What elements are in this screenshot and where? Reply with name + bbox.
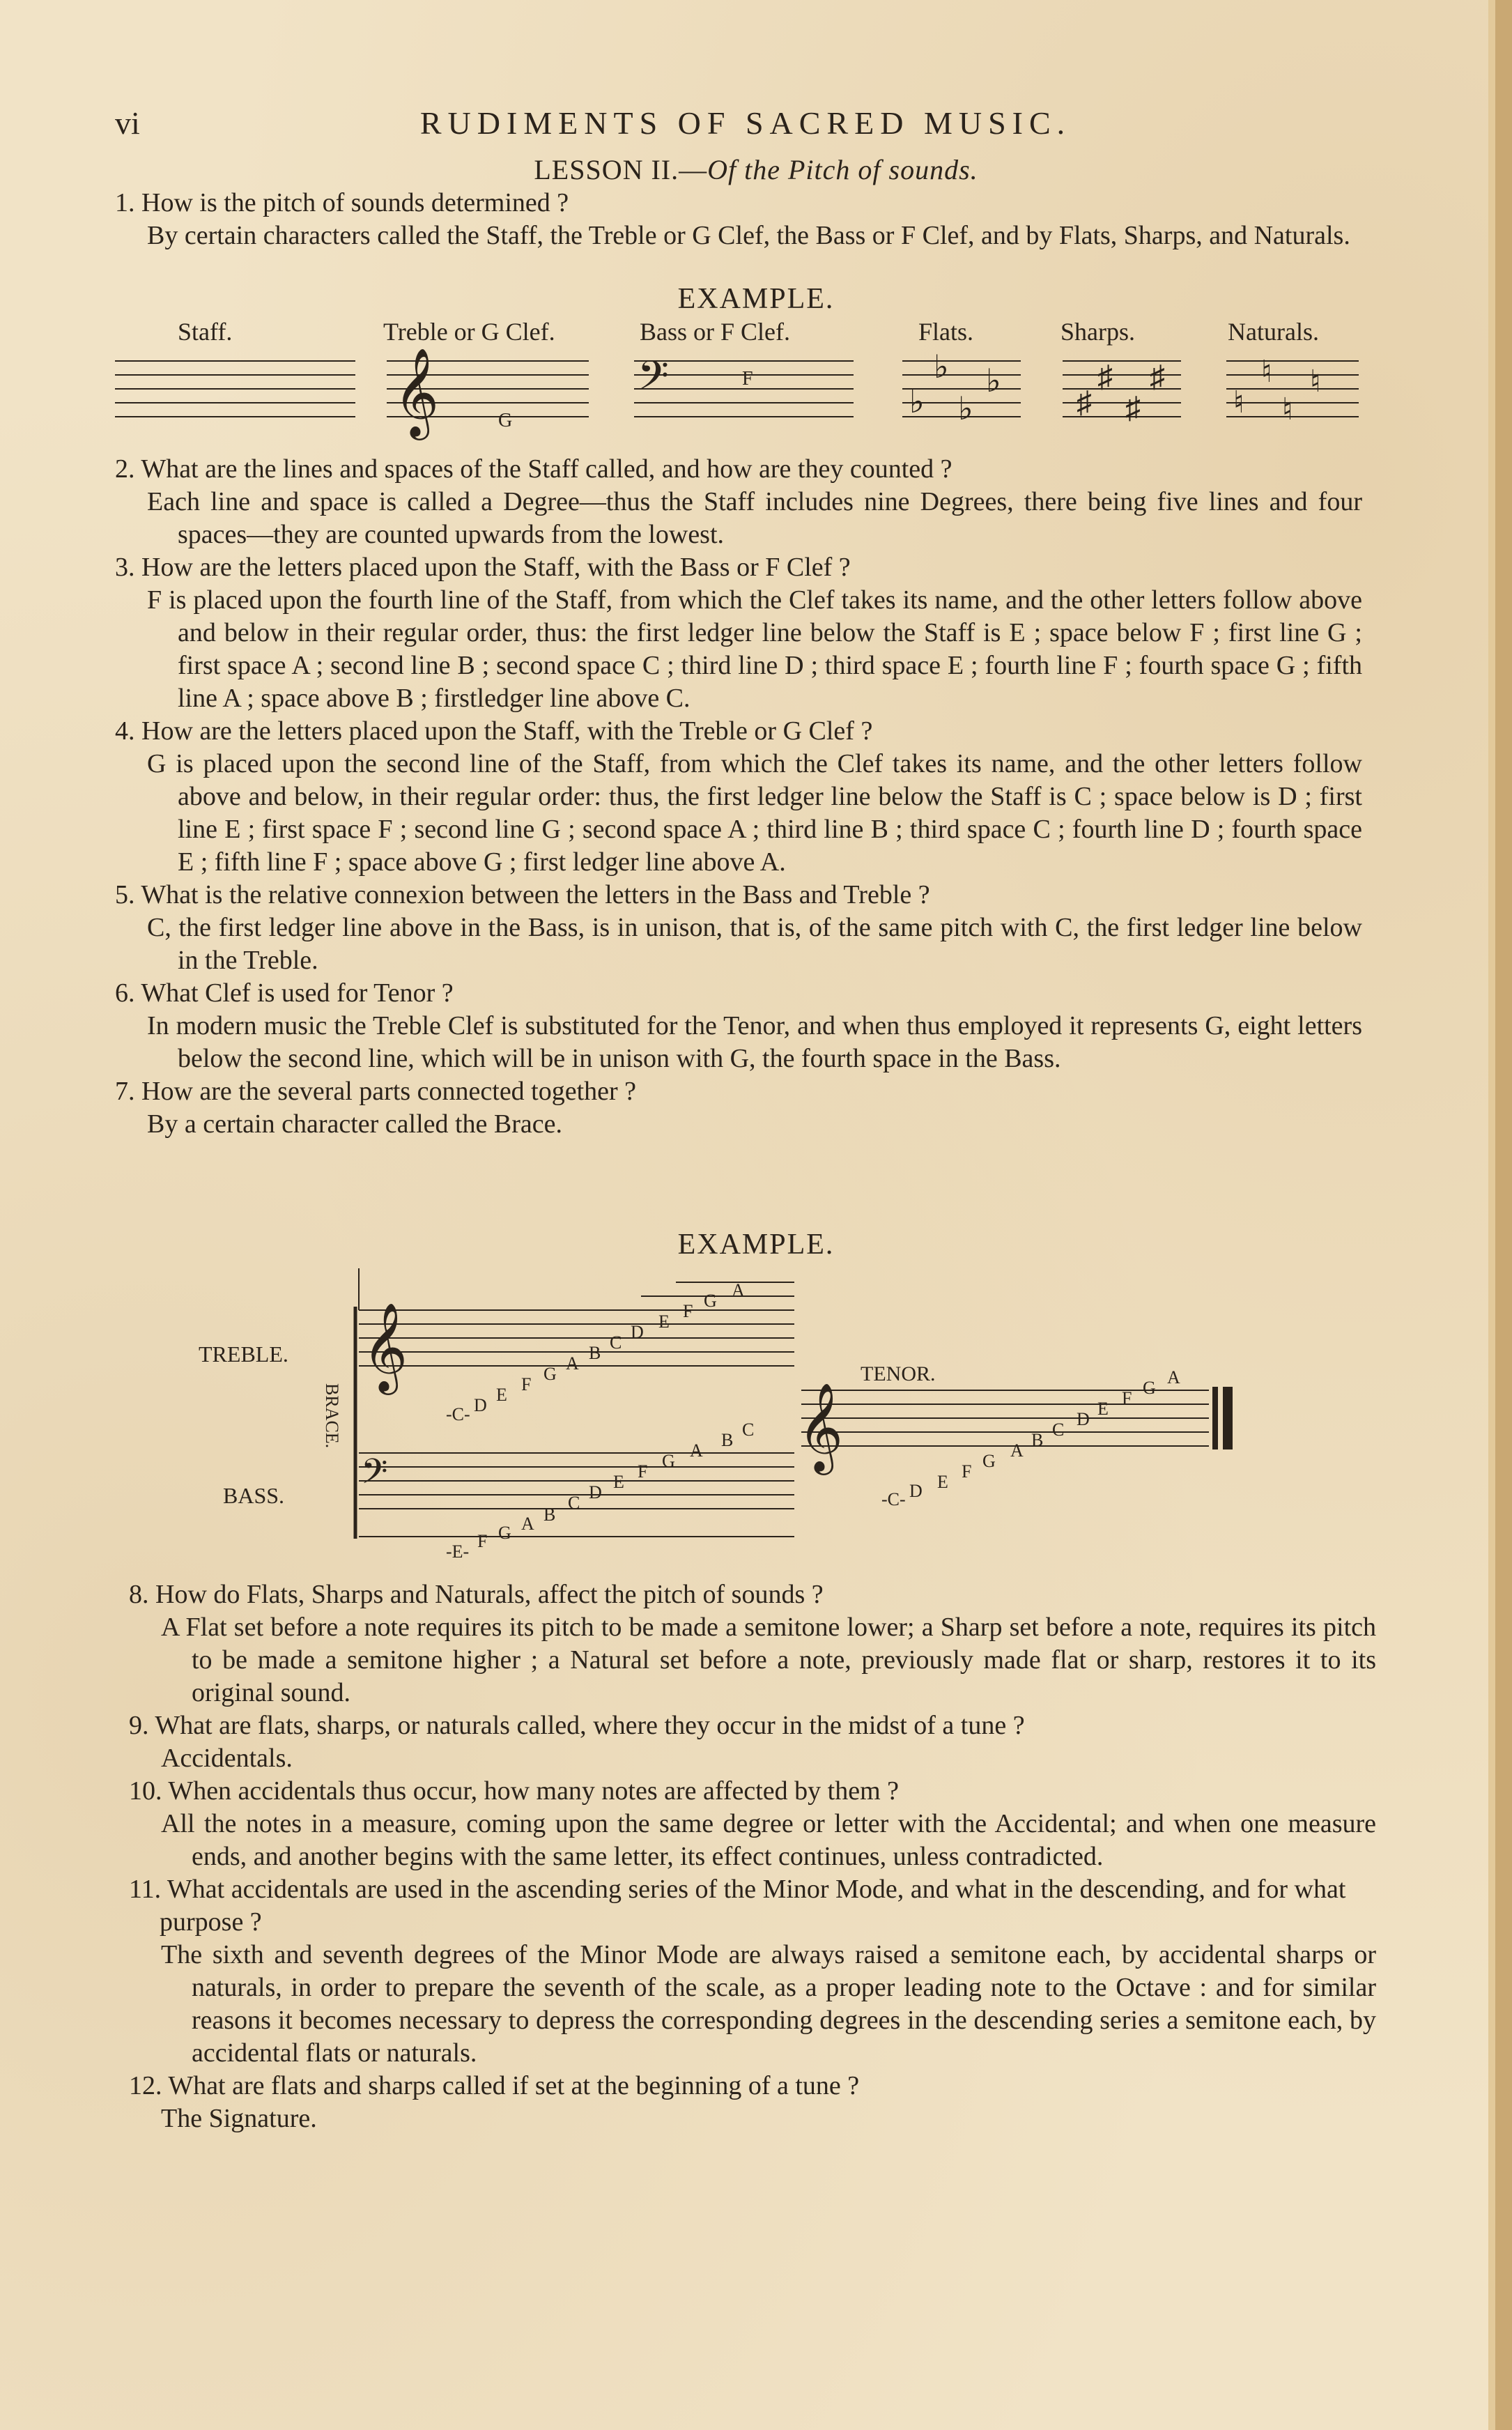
label-sharps: Sharps. — [1060, 318, 1135, 346]
natural-icon: ♮ — [1261, 355, 1272, 389]
svg-text:G: G — [662, 1451, 675, 1471]
question-6-number: 6. — [115, 978, 135, 1008]
label-bass: BASS. — [223, 1483, 285, 1508]
question-6-question: What Clef is used for Tenor ? — [141, 978, 454, 1008]
svg-text:A: A — [566, 1353, 579, 1374]
label-staff: Staff. — [178, 318, 233, 346]
lesson-title — [0, 153, 1512, 186]
svg-text:D: D — [589, 1482, 602, 1502]
label-treble-clef: Treble or G Clef. — [383, 318, 555, 346]
bass-clef-icon: 𝄢 — [638, 355, 670, 408]
sharp-icon: ♯ — [1150, 360, 1165, 394]
example-1-staves — [0, 348, 1512, 467]
label-treble: TREBLE. — [199, 1341, 288, 1367]
flat-icon: ♭ — [909, 384, 925, 420]
svg-text:D: D — [631, 1322, 644, 1342]
svg-text:G: G — [498, 1523, 511, 1543]
question-1-number: 1. — [115, 188, 135, 217]
question-7-text — [115, 1075, 1362, 1108]
label-flats: Flats. — [918, 318, 974, 346]
answer-2: Each line and space is called a Degree—thus the Staff includes nine Degrees, there being five lines and four spaces—they are counted upwards from the lowest. — [147, 487, 1362, 549]
question-4-number: 4. — [115, 716, 135, 746]
question-10-question: When accidentals thus occur, how many notes are affected by them ? — [168, 1776, 900, 1806]
natural-icon: ♮ — [1282, 392, 1293, 426]
example-1-heading: EXAMPLE. — [677, 283, 835, 315]
question-9-number: 9. — [129, 1711, 149, 1740]
label-naturals: Naturals. — [1228, 318, 1319, 346]
label-brace: BRACE. — [322, 1383, 342, 1449]
question-8-question: How do Flats, Sharps and Naturals, affect the pitch of sounds ? — [155, 1580, 824, 1609]
svg-text:A: A — [521, 1514, 534, 1534]
svg-text:A: A — [1167, 1367, 1180, 1387]
example-2-heading: EXAMPLE. — [677, 1229, 835, 1261]
answer-6: In modern music the Treble Clef is substituted for the Tenor, and when thus employed it represents G, eight letters below the second line, which will be in unison with G, the fourth space in the Bass. — [147, 1011, 1362, 1073]
svg-text:G: G — [982, 1451, 996, 1471]
svg-text:C: C — [742, 1420, 755, 1440]
page-number: vi — [115, 105, 140, 141]
question-7-question: How are the several parts connected together ? — [141, 1077, 637, 1106]
tenor-staff — [801, 1390, 1209, 1446]
svg-text:E: E — [613, 1472, 624, 1492]
treble-staff — [359, 1268, 794, 1366]
answer-9: Accidentals. — [161, 1744, 293, 1773]
answer-3: F is placed upon the fourth line of the Staff, from which the Clef takes its name, and the other letters follow above and below in their regular order, thus: the first ledger line below the Staff is E ; space below F ; first line G ; first space A ; second line B ; second space C ; third line D ; third space E ; fourth line F ; fourth space G ; fifth line A ; space above B ; firstledger line above C. — [147, 585, 1362, 713]
svg-text:F: F — [962, 1461, 972, 1482]
question-11-question: What accidentals are used in the ascending series of the Minor Mode, and what in the descending, and for what purpose ? — [160, 1875, 1346, 1937]
label-tenor: TENOR. — [861, 1362, 936, 1385]
question-9-text — [129, 1709, 1376, 1742]
svg-text:B: B — [543, 1505, 556, 1525]
question-8-text — [129, 1578, 1376, 1611]
note-g: G — [498, 410, 513, 431]
lesson-subtitle: Of the Pitch of sounds. — [707, 154, 978, 185]
label-bass-clef: Bass or F Clef. — [640, 318, 790, 346]
svg-text:B: B — [589, 1343, 601, 1363]
example-2-brace — [0, 1268, 1512, 1575]
question-2-text — [115, 453, 1362, 486]
question-10-text — [129, 1775, 1376, 1808]
question-6-text — [115, 977, 1362, 1010]
flat-icon: ♭ — [934, 349, 949, 385]
question-4-text — [115, 715, 1362, 748]
answer-1: By certain characters called the Staff, the Treble or G Clef, the Bass or F Clef, and by Flats, Sharps, and Naturals. — [147, 221, 1350, 250]
question-3-question: How are the letters placed upon the Staff, with the Bass or F Clef ? — [141, 553, 851, 582]
question-3-text — [115, 551, 1362, 584]
question-5-question: What is the relative connexion between the letters in the Bass and Treble ? — [141, 880, 930, 909]
svg-text:D: D — [474, 1395, 487, 1415]
treble-clef-icon: 𝄞 — [362, 1305, 408, 1390]
flat-icon: ♭ — [958, 391, 973, 426]
question-1-text — [115, 187, 1362, 220]
flat-icon: ♭ — [986, 363, 1001, 399]
question-10-number: 10. — [129, 1776, 162, 1806]
question-12-text — [129, 2070, 1376, 2102]
svg-text:C: C — [568, 1493, 580, 1513]
answer-5: C, the first ledger line above in the Bass, is in unison, that is, of the same pitch with C, the first ledger line below in the Treble. — [147, 913, 1362, 975]
question-1 — [115, 187, 1362, 252]
svg-text:A: A — [732, 1280, 745, 1300]
svg-text:F: F — [638, 1461, 648, 1482]
end-bar — [1212, 1387, 1218, 1449]
staff-plain — [115, 361, 355, 417]
question-12-number: 12. — [129, 2071, 162, 2100]
question-5-number: 5. — [115, 880, 135, 909]
svg-text:B: B — [721, 1430, 734, 1450]
svg-text:F: F — [683, 1301, 693, 1321]
svg-text:E: E — [658, 1312, 670, 1332]
page-header — [115, 105, 1376, 153]
svg-text:G: G — [543, 1364, 557, 1384]
answer-8: A Flat set before a note requires its pitch to be made a semitone lower; a Sharp set before a note, requires its pitch to be made a semitone higher ; a Natural set before a note, previously made flat or sharp, restores it to its original sound. — [161, 1613, 1376, 1707]
questions-8-12 — [129, 1578, 1376, 2135]
sharp-icon: ♯ — [1125, 391, 1141, 425]
bass-clef-icon: 𝄢 — [361, 1453, 388, 1499]
svg-text:A: A — [1010, 1440, 1024, 1461]
lesson-label: LESSON II.— — [534, 154, 708, 185]
question-11-number: 11. — [129, 1875, 162, 1904]
question-8-number: 8. — [129, 1580, 149, 1609]
svg-text:E: E — [1097, 1399, 1109, 1419]
svg-text:D: D — [909, 1481, 923, 1501]
svg-text:G: G — [1143, 1378, 1156, 1398]
svg-text:F: F — [477, 1531, 488, 1551]
running-head: RUDIMENTS OF SACRED MUSIC. — [419, 105, 1072, 141]
svg-text:-C-: -C- — [881, 1489, 906, 1509]
svg-text:-E-: -E- — [446, 1541, 470, 1562]
svg-text:-C-: -C- — [446, 1404, 470, 1424]
question-12-question: What are flats and sharps called if set at the beginning of a tune ? — [168, 2071, 860, 2100]
tenor-treble-clef-icon: 𝄞 — [798, 1385, 844, 1470]
svg-text:C: C — [1052, 1420, 1065, 1440]
svg-text:D: D — [1077, 1409, 1090, 1429]
treble-clef-icon: 𝄞 — [394, 350, 440, 435]
svg-text:A: A — [690, 1440, 703, 1461]
question-2-number: 2. — [115, 454, 135, 484]
sharp-icon: ♯ — [1077, 385, 1092, 420]
svg-text:E: E — [937, 1472, 948, 1492]
question-2-question: What are the lines and spaces of the Staff called, and how are they counted ? — [141, 454, 952, 484]
answer-10: All the notes in a measure, coming upon the same degree or letter with the Accidental; and when one measure ends, and another begins with the same letter, its effect continues, unless contradicted. — [161, 1809, 1376, 1871]
svg-text:C: C — [610, 1332, 622, 1353]
svg-text:F: F — [1122, 1388, 1132, 1408]
answer-7: By a certain character called the Brace. — [147, 1109, 563, 1139]
question-3-number: 3. — [115, 553, 135, 582]
end-bar — [1223, 1387, 1233, 1449]
questions-2-7 — [115, 453, 1362, 1141]
svg-text:G: G — [704, 1291, 717, 1311]
scale-letters — [446, 1280, 754, 1562]
svg-text:E: E — [496, 1385, 507, 1405]
question-5-text — [115, 879, 1362, 912]
question-7-number: 7. — [115, 1077, 135, 1106]
question-11-text — [129, 1873, 1376, 1939]
tenor-scale-letters — [881, 1367, 1180, 1509]
answer-12: The Signature. — [161, 2104, 317, 2133]
question-4-question: How are the letters placed upon the Staff, with the Treble or G Clef ? — [141, 716, 873, 746]
natural-icon: ♮ — [1310, 364, 1321, 399]
sharp-icon: ♯ — [1097, 360, 1113, 394]
note-f: F — [742, 368, 753, 390]
question-1-question: How is the pitch of sounds determined ? — [141, 188, 569, 217]
answer-4: G is placed upon the second line of the Staff, from which the Clef takes its name, and the other letters follow above and below, in their regular order: thus, the first ledger line below the Staff is C ; space below is D ; first line E ; first space F ; second line G ; second space A ; third line B ; third space C ; fourth line D ; fourth space E ; fifth line F ; space above G ; first ledger line above A. — [147, 749, 1362, 877]
natural-icon: ♮ — [1233, 385, 1244, 420]
svg-text:B: B — [1031, 1430, 1044, 1450]
question-9-question: What are flats, sharps, or naturals called, where they occur in the midst of a tune ? — [155, 1711, 1025, 1740]
svg-text:F: F — [521, 1374, 532, 1394]
answer-11: The sixth and seventh degrees of the Minor Mode are always raised a semitone each, by accidental sharps or naturals, in order to prepare the seventh of the scale, as a proper leading note to the Octave : and for similar reasons it becomes necessary to depress the corresponding degrees in the descending series a semitone each, by accidental flats or naturals. — [161, 1940, 1376, 2068]
